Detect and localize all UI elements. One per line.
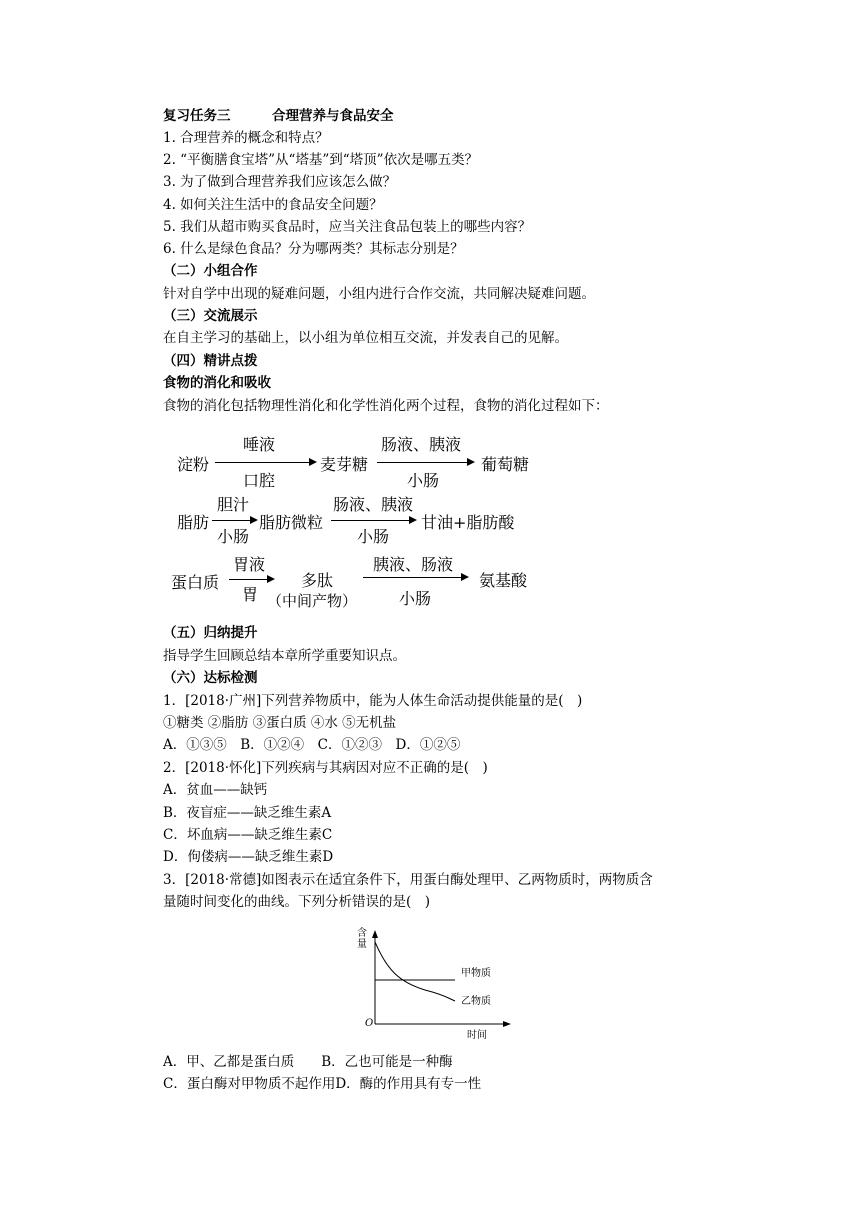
question-6: 6. 什么是绿色食品？分为哪两类？其标志分别是？ — [163, 241, 464, 257]
section-4-subtitle: 食物的消化和吸收 — [163, 375, 271, 391]
q2-stem: 2．[2018·怀化]下列疾病与其病因对应不正确的是( ) — [163, 760, 488, 776]
row1-mid: 麦芽糖 — [320, 455, 369, 474]
row2-arrow1 — [212, 520, 256, 521]
row1-arrow1 — [215, 462, 315, 463]
row2-arrow2-top: 肠液、胰液 — [333, 495, 414, 514]
q2-option-c: C．坏血病——缺乏维生素C — [163, 827, 333, 843]
row3-arrow2-bottom: 小肠 — [399, 589, 432, 608]
question-1: 1. 合理营养的概念和特点？ — [163, 130, 329, 146]
section-2-text: 针对自学中出现的疑难问题，小组内进行合作交流，共同解决疑难问题。 — [163, 286, 595, 302]
q3-options-line1: A．甲、乙都是蛋白质 B．乙也可能是一种酶 — [163, 1054, 453, 1070]
row2-arrow1-bottom: 小肠 — [217, 527, 250, 546]
series-b-curve — [375, 942, 455, 1001]
q3-options-line2: C．蛋白酶对甲物质不起作用D．酶的作用具有专一性 — [163, 1076, 482, 1092]
row3-arrow1-top: 胃液 — [233, 555, 266, 574]
section-4-title: （四）精讲点拨 — [163, 353, 258, 369]
row1-arrow1-top: 唾液 — [243, 435, 276, 454]
row3-start: 蛋白质 — [171, 573, 220, 592]
q1-stem: 1．[2018·广州]下列营养物质中，能为人体生命活动提供能量的是( ) — [163, 693, 583, 709]
series-a-label: 甲物质 — [461, 968, 491, 979]
row2-arrow2-bottom: 小肠 — [357, 527, 390, 546]
q2-option-d: D．佝偻病——缺乏维生素D — [163, 849, 334, 865]
task-heading — [163, 107, 231, 125]
row2-arrow1-top: 胆汁 — [217, 495, 250, 514]
q3-stem-line2: 量随时间变化的曲线。下列分析错误的是( ) — [163, 894, 431, 910]
q1-options: A．①③⑤ B．①②④ C．①②③ D．①②⑤ — [163, 737, 461, 753]
row2-mid: 脂肪微粒 — [259, 513, 324, 532]
row1-start: 淀粉 — [177, 455, 210, 474]
row3-arrow1-bottom: 胃 — [242, 585, 259, 604]
origin-label: O — [365, 1018, 374, 1029]
row1-arrow2-bottom: 小肠 — [407, 471, 440, 490]
row3-arrow1 — [229, 579, 273, 580]
section-2-title: （二）小组合作 — [163, 263, 258, 279]
question-2: 2. “平衡膳食宝塔”从“塔基”到“塔顶”依次是哪五类？ — [163, 152, 479, 168]
section-5-text: 指导学生回顾总结本章所学重要知识点。 — [163, 648, 406, 664]
row3-end: 氨基酸 — [479, 571, 528, 590]
q2-option-a: A．贫血——缺钙 — [163, 782, 268, 798]
section-3-title: （三）交流展示 — [163, 308, 258, 324]
q2-option-b: B．夜盲症——缺乏维生素A — [163, 805, 332, 821]
row2-arrow2 — [331, 520, 415, 521]
row1-arrow2 — [377, 462, 473, 463]
question-4: 4. 如何关注生活中的食品安全问题？ — [163, 197, 383, 213]
row1-end: 葡萄糖 — [481, 455, 530, 474]
q1-items: ①糖类 ②脂肪 ③蛋白质 ④水 ⑤无机盐 — [163, 715, 397, 731]
q3-stem-line1: 3．[2018·常德]如图表示在适宜条件下，用蛋白酶处理甲、乙两物质时，两物质含 — [163, 872, 653, 888]
y-axis-label: 含量 — [357, 928, 367, 950]
row3-arrow2-top: 胰液、肠液 — [373, 555, 454, 574]
x-axis-arrow — [503, 1021, 511, 1027]
section-4-text: 食物的消化包括物理性消化和化学性消化两个过程，食物的消化过程如下： — [163, 398, 609, 414]
question-3: 3. 为了做到合理营养我们应该怎么做？ — [163, 174, 397, 190]
row2-start: 脂肪 — [177, 513, 210, 532]
row3-mid: 多肽 — [301, 571, 334, 590]
question-5: 5. 我们从超市购买食品时，应当关注食品包装上的哪些内容？ — [163, 219, 532, 235]
section-5-title: （五）归纳提升 — [163, 625, 258, 641]
section-3-text: 在自主学习的基础上，以小组为单位相互交流，并发表自己的见解。 — [163, 330, 568, 346]
row3-arrow2 — [363, 577, 467, 578]
row1-arrow1-bottom: 口腔 — [243, 471, 276, 490]
task-topic: 合理营养与食品安全 — [272, 108, 394, 124]
task-label: 复习任务三 — [163, 108, 231, 124]
row2-end: 甘油+脂肪酸 — [421, 513, 515, 532]
digestion-diagram — [163, 430, 583, 620]
q3-graph-svg — [355, 922, 515, 1042]
section-6-title: （六）达标检测 — [163, 670, 258, 686]
row3-mid-note: （中间产物） — [267, 592, 358, 610]
y-axis-arrow — [372, 930, 378, 938]
row1-arrow2-top: 肠液、胰液 — [381, 435, 462, 454]
q3-graph — [355, 922, 515, 1042]
x-axis-label: 时间 — [467, 1030, 487, 1041]
series-b-label: 乙物质 — [461, 996, 491, 1007]
